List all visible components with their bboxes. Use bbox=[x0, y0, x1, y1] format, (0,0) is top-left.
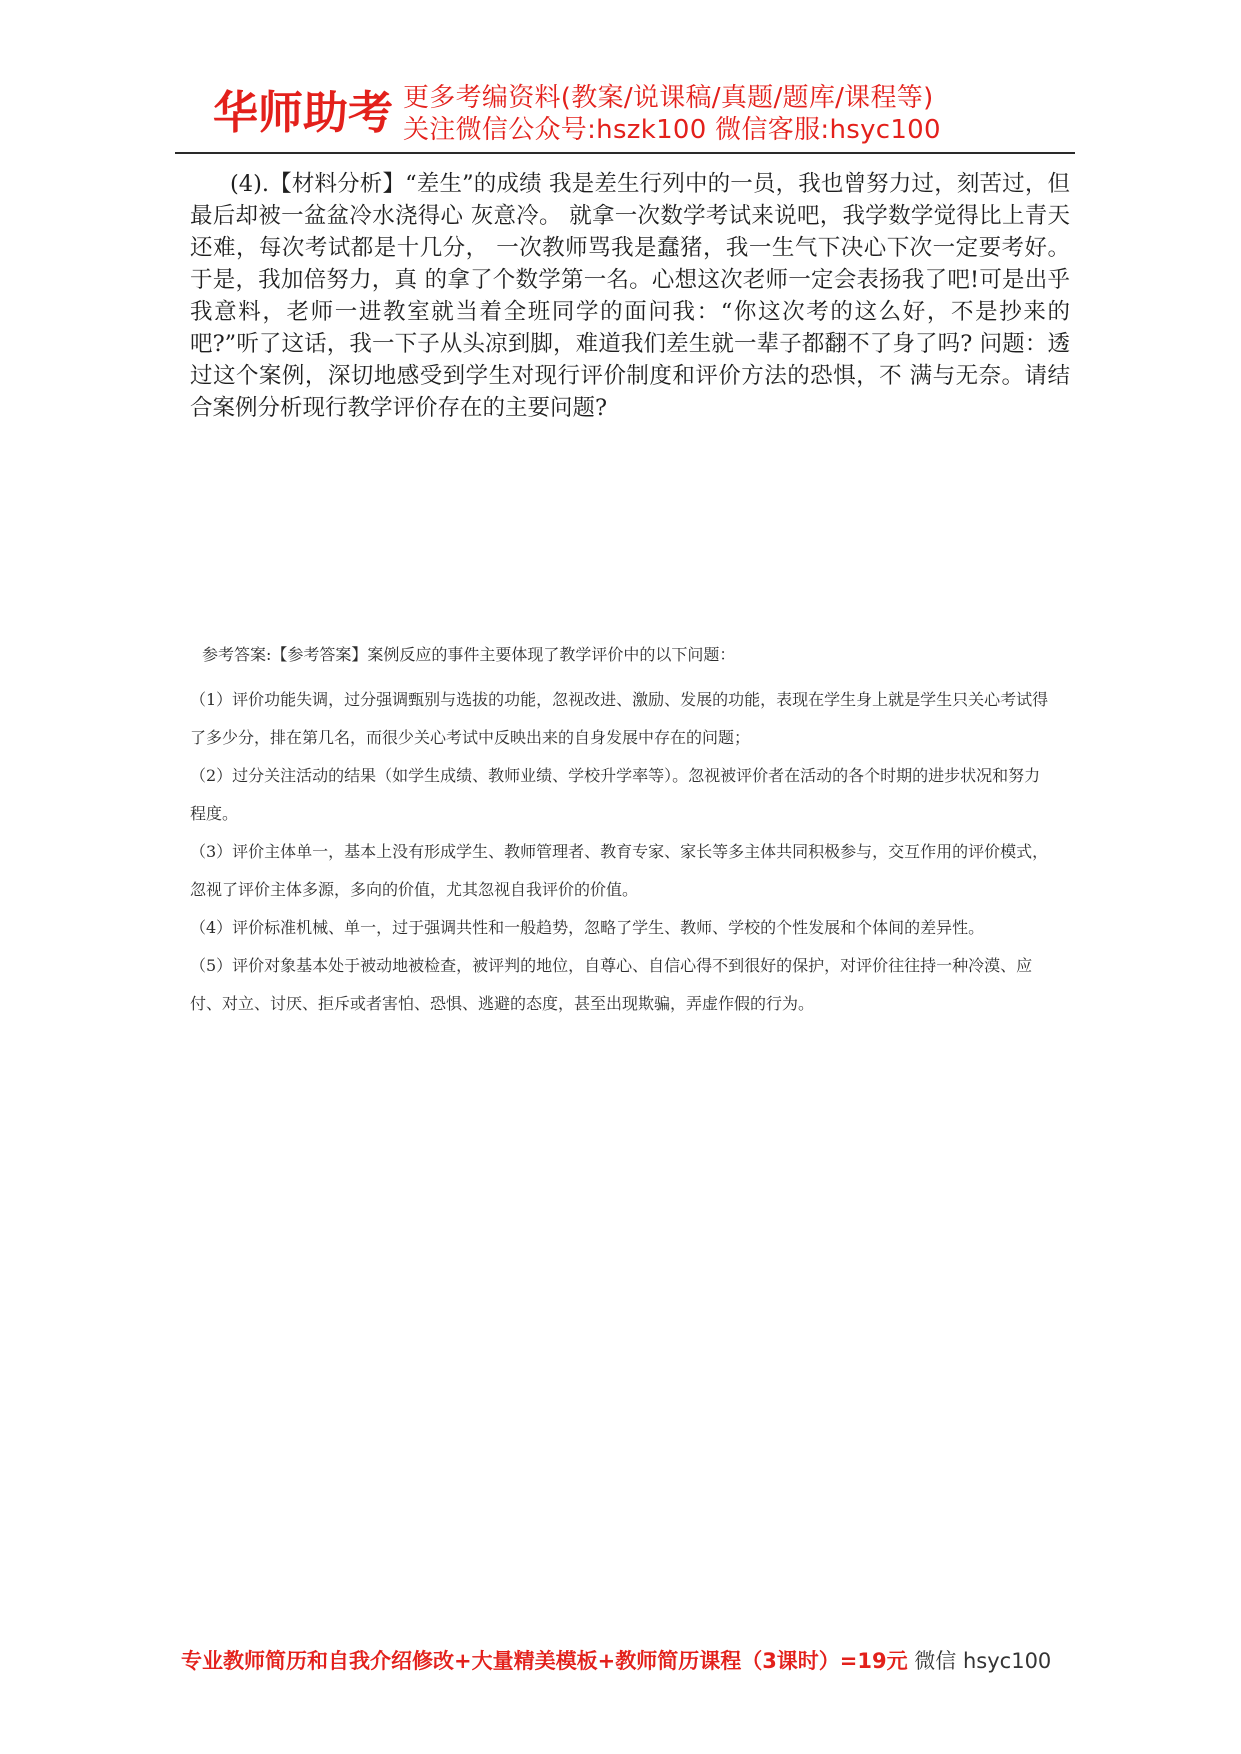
footer-promo-text: 专业教师简历和自我介绍修改+大量精美模板+教师简历课程（3课时）=19元 bbox=[181, 1649, 908, 1673]
footer-ad bbox=[181, 1646, 1081, 1676]
header-info bbox=[403, 82, 1043, 146]
question-paragraph: (4).【材料分析】“差生”的成绩 我是差生行列中的一员，我也曾努力过，刻苦过，但最后却被一盆盆冷水浇得心 灰意冷。 就拿一次数学考试来说吧，我学数学觉得比上青天还难，每次考试都是十几分， 一次教师骂我是蠢猪，我一生气下决心下次一定要考好。于是，我加倍努力，真 的拿了个数学第一名。心想这次老师一定会表扬我了吧!可是出乎我意料，老师一进教室就当着全班同学的面问我：“你这次考的这么好，不是抄来的吧?”听了这话，我一下子从头凉到脚，难道我们差生就一辈子都翻不了身了吗? 问题：透过这个案例，深切地感受到学生对现行评价制度和评价方法的恐惧，不 满与无奈。请结合案例分析现行教学评价存在的主要问题? bbox=[190, 171, 1070, 421]
header-banner bbox=[213, 82, 1033, 148]
footer-contact-text: 微信 hsyc100 bbox=[914, 1649, 1052, 1673]
brand-logo-text: 华师助考 bbox=[213, 86, 394, 139]
answer-item-5: （5）评价对象基本处于被动地被检查，被评判的地位，自尊心、自信心得不到很好的保护，对评价往往持一种冷漠、应付、对立、讨厌、拒斥或者害怕、恐惧、逃避的态度，甚至出现欺骗，弄虚作假的行为。 bbox=[190, 956, 1033, 1013]
answer-item-4: （4）评价标准机械、单一，过于强调共性和一般趋势，忽略了学生、教师、学校的个性发展和个体间的差异性。 bbox=[190, 918, 985, 937]
answer-title: 参考答案:【参考答案】案例反应的事件主要体现了教学评价中的以下问题： bbox=[202, 645, 736, 664]
answer-item-3: （3）评价主体单一，基本上没有形成学生、教师管理者、教育专家、家长等多主体共同积极参与，交互作用的评价模式，忽视了评价主体多源，多向的价值，尤其忽视自我评价的价值。 bbox=[190, 842, 1049, 899]
header-line-materials: 更多考编资料(教案/说课稿/真题/题库/课程等) bbox=[403, 83, 934, 113]
answer-section bbox=[190, 643, 1050, 1023]
answer-item-2: （2）过分关注活动的结果（如学生成绩、教师业绩、学校升学率等）。忽视被评价者在活动的各个时期的进步状况和努力程度。 bbox=[190, 766, 1041, 823]
header-divider bbox=[175, 152, 1075, 154]
header-line-contact: 关注微信公众号:hszk100 微信客服:hsyc100 bbox=[403, 115, 941, 145]
answer-item-1: （1）评价功能失调，过分强调甄别与选拔的功能，忽视改进、激励、发展的功能，表现在学生身上就是学生只关心考试得了多少分，排在第几名，而很少关心考试中反映出来的自身发展中存在的问题； bbox=[190, 690, 1049, 747]
